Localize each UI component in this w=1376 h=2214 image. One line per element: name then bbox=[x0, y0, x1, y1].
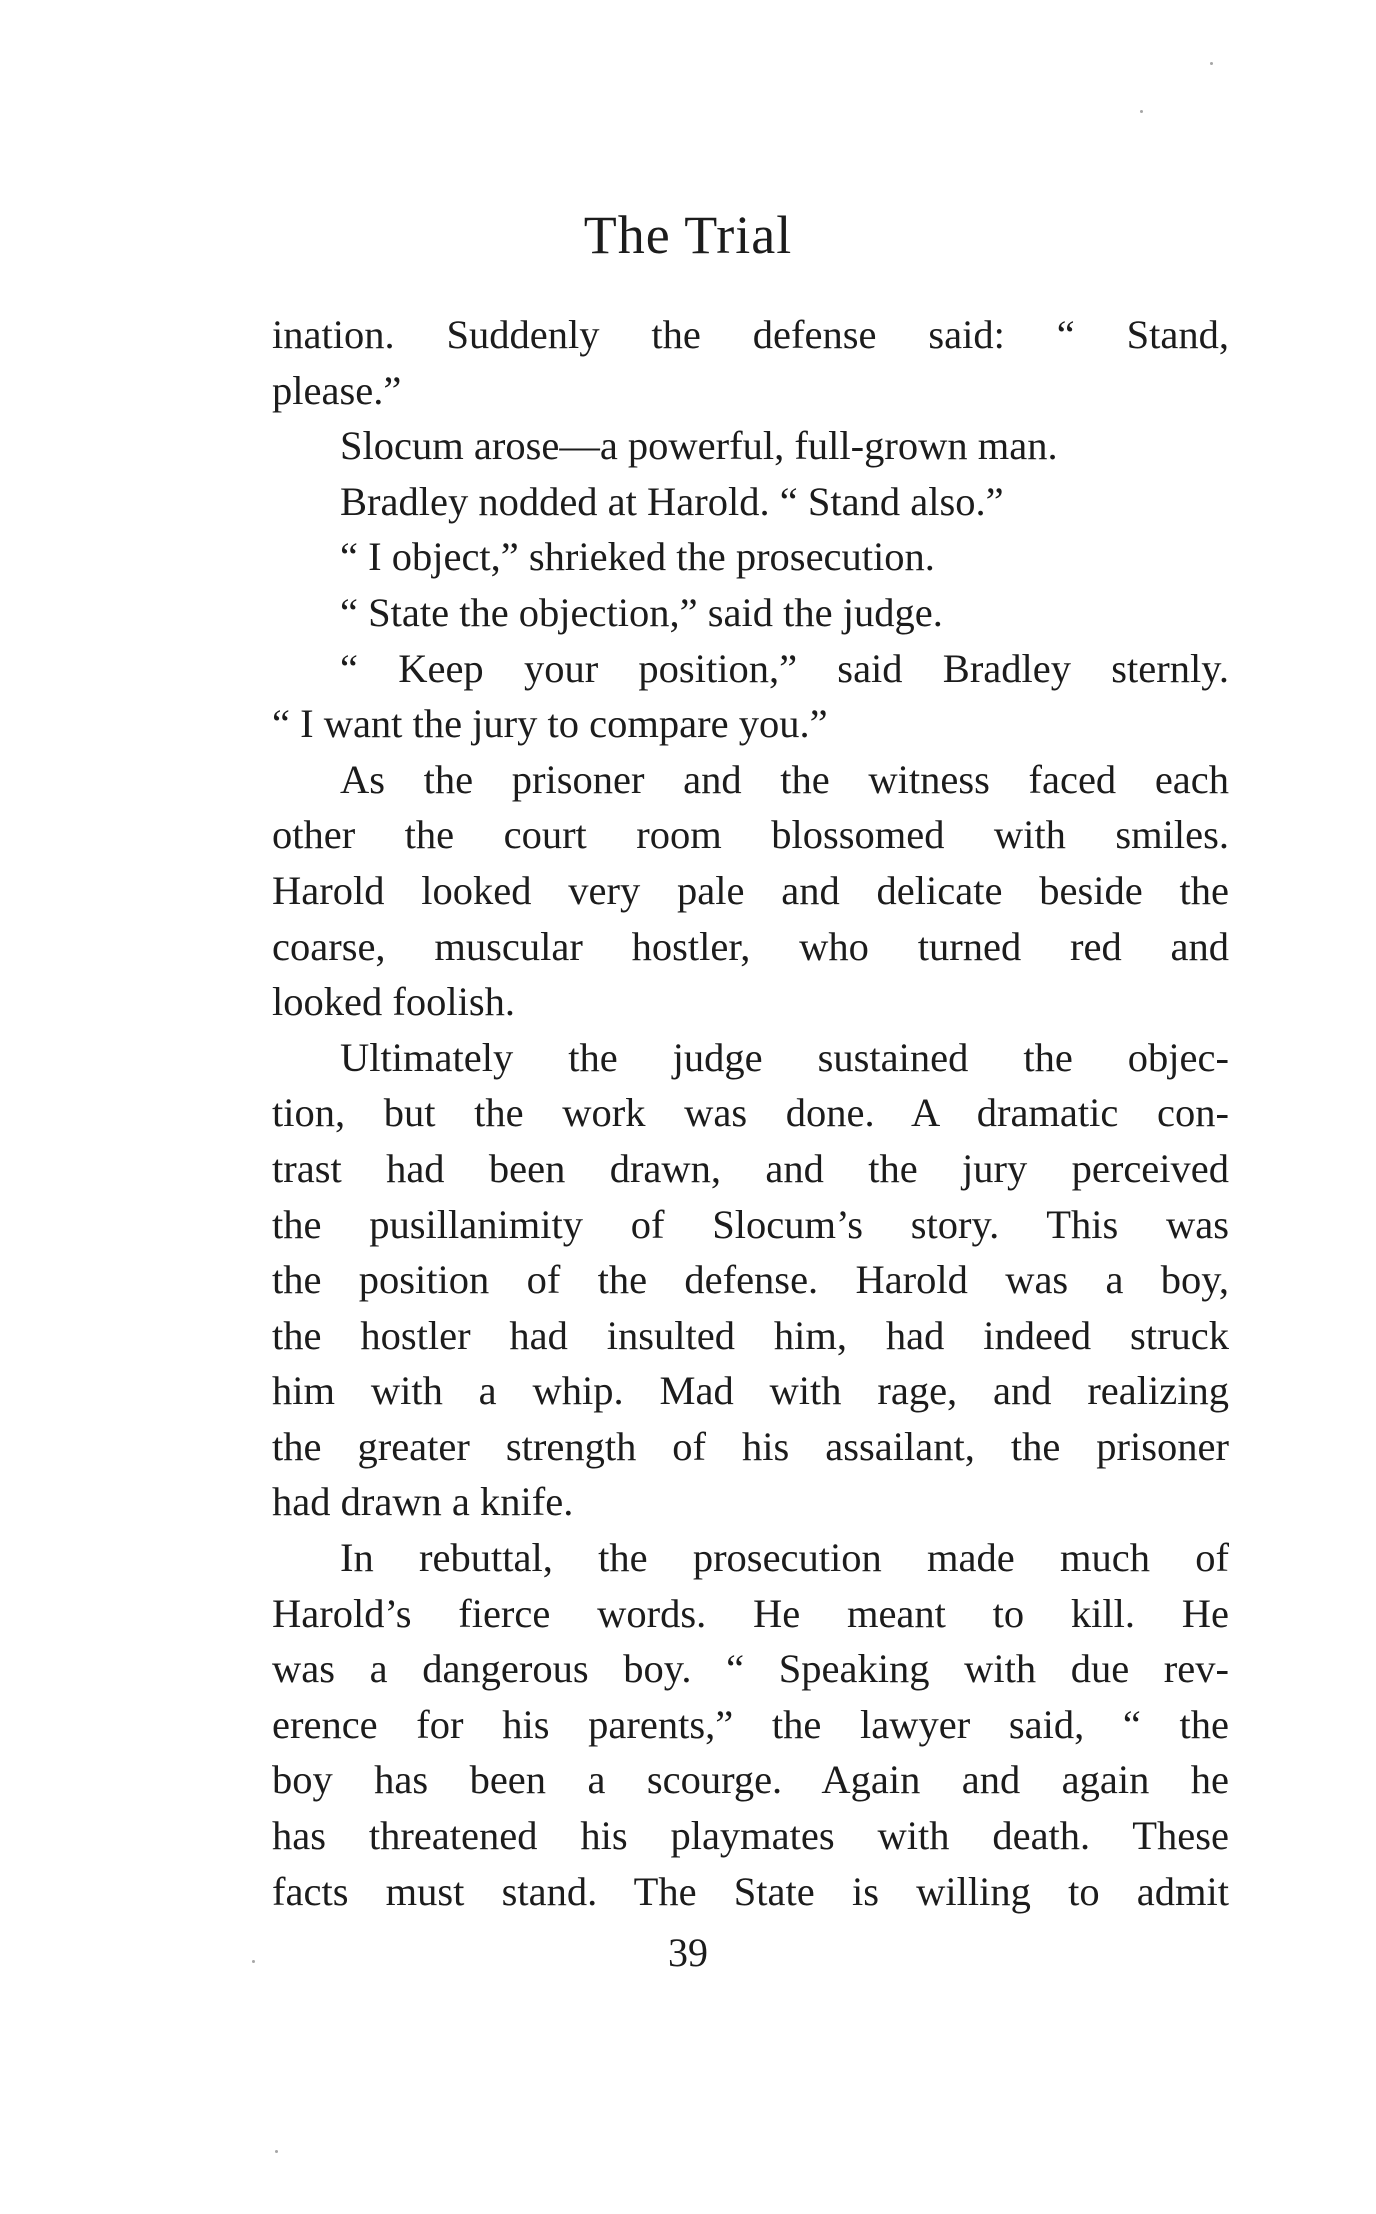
text-line: Harold’s fierce words. He meant to kill. He bbox=[272, 1590, 1229, 1636]
text-line: trast had been drawn, and the jury perceived bbox=[272, 1145, 1229, 1191]
text-line: other the court room blossomed with smiles. bbox=[272, 812, 1229, 858]
text-line: In rebuttal, the prosecution made much of bbox=[340, 1535, 1229, 1581]
text-line: facts must stand. The State is willing to admit bbox=[272, 1868, 1229, 1914]
paper-speck bbox=[1210, 62, 1213, 65]
body-text bbox=[272, 307, 1229, 1919]
paper-speck bbox=[252, 1960, 255, 1963]
text-line: was a dangerous boy. “ Speaking with due rev- bbox=[272, 1646, 1229, 1692]
text-line: the hostler had insulted him, had indeed struck bbox=[272, 1312, 1229, 1358]
text-line: “ I want the jury to compare you.” bbox=[272, 701, 828, 747]
text-line: tion, but the work was done. A dramatic con- bbox=[272, 1090, 1229, 1136]
text-line: Harold looked very pale and delicate beside the bbox=[272, 867, 1229, 913]
text-line: the greater strength of his assailant, the prisoner bbox=[272, 1423, 1229, 1469]
text-line: “ Keep your position,” said Bradley sternly. bbox=[340, 645, 1229, 691]
text-line: please.” bbox=[272, 367, 402, 413]
running-head: The Trial bbox=[583, 205, 793, 265]
paper-speck bbox=[1140, 110, 1143, 113]
text-line: has threatened his playmates with death. These bbox=[272, 1813, 1229, 1859]
text-line: boy has been a scourge. Again and again he bbox=[272, 1757, 1229, 1803]
text-line: Bradley nodded at Harold. “ Stand also.” bbox=[340, 478, 1004, 524]
paper-speck bbox=[275, 2150, 278, 2153]
text-line: the position of the defense. Harold was a boy, bbox=[272, 1257, 1229, 1303]
text-line: “ State the objection,” said the judge. bbox=[340, 589, 943, 635]
text-line: erence for his parents,” the lawyer said, “ the bbox=[272, 1701, 1229, 1747]
text-line: ination. Suddenly the defense said: “ Stand, bbox=[272, 312, 1229, 357]
text-line: looked foolish. bbox=[272, 979, 515, 1025]
text-line: As the prisoner and the witness faced each bbox=[340, 756, 1229, 802]
text-line: him with a whip. Mad with rage, and realizing bbox=[272, 1368, 1229, 1414]
text-line: coarse, muscular hostler, who turned red and bbox=[272, 923, 1229, 969]
text-line: the pusillanimity of Slocum’s story. This was bbox=[272, 1201, 1229, 1247]
text-line: Slocum arose—a powerful, full-grown man. bbox=[340, 423, 1058, 469]
page-number: 39 bbox=[668, 1930, 708, 1975]
text-line: had drawn a knife. bbox=[272, 1479, 574, 1525]
text-line: “ I object,” shrieked the prosecution. bbox=[340, 534, 935, 580]
text-line: Ultimately the judge sustained the objec- bbox=[340, 1034, 1229, 1080]
